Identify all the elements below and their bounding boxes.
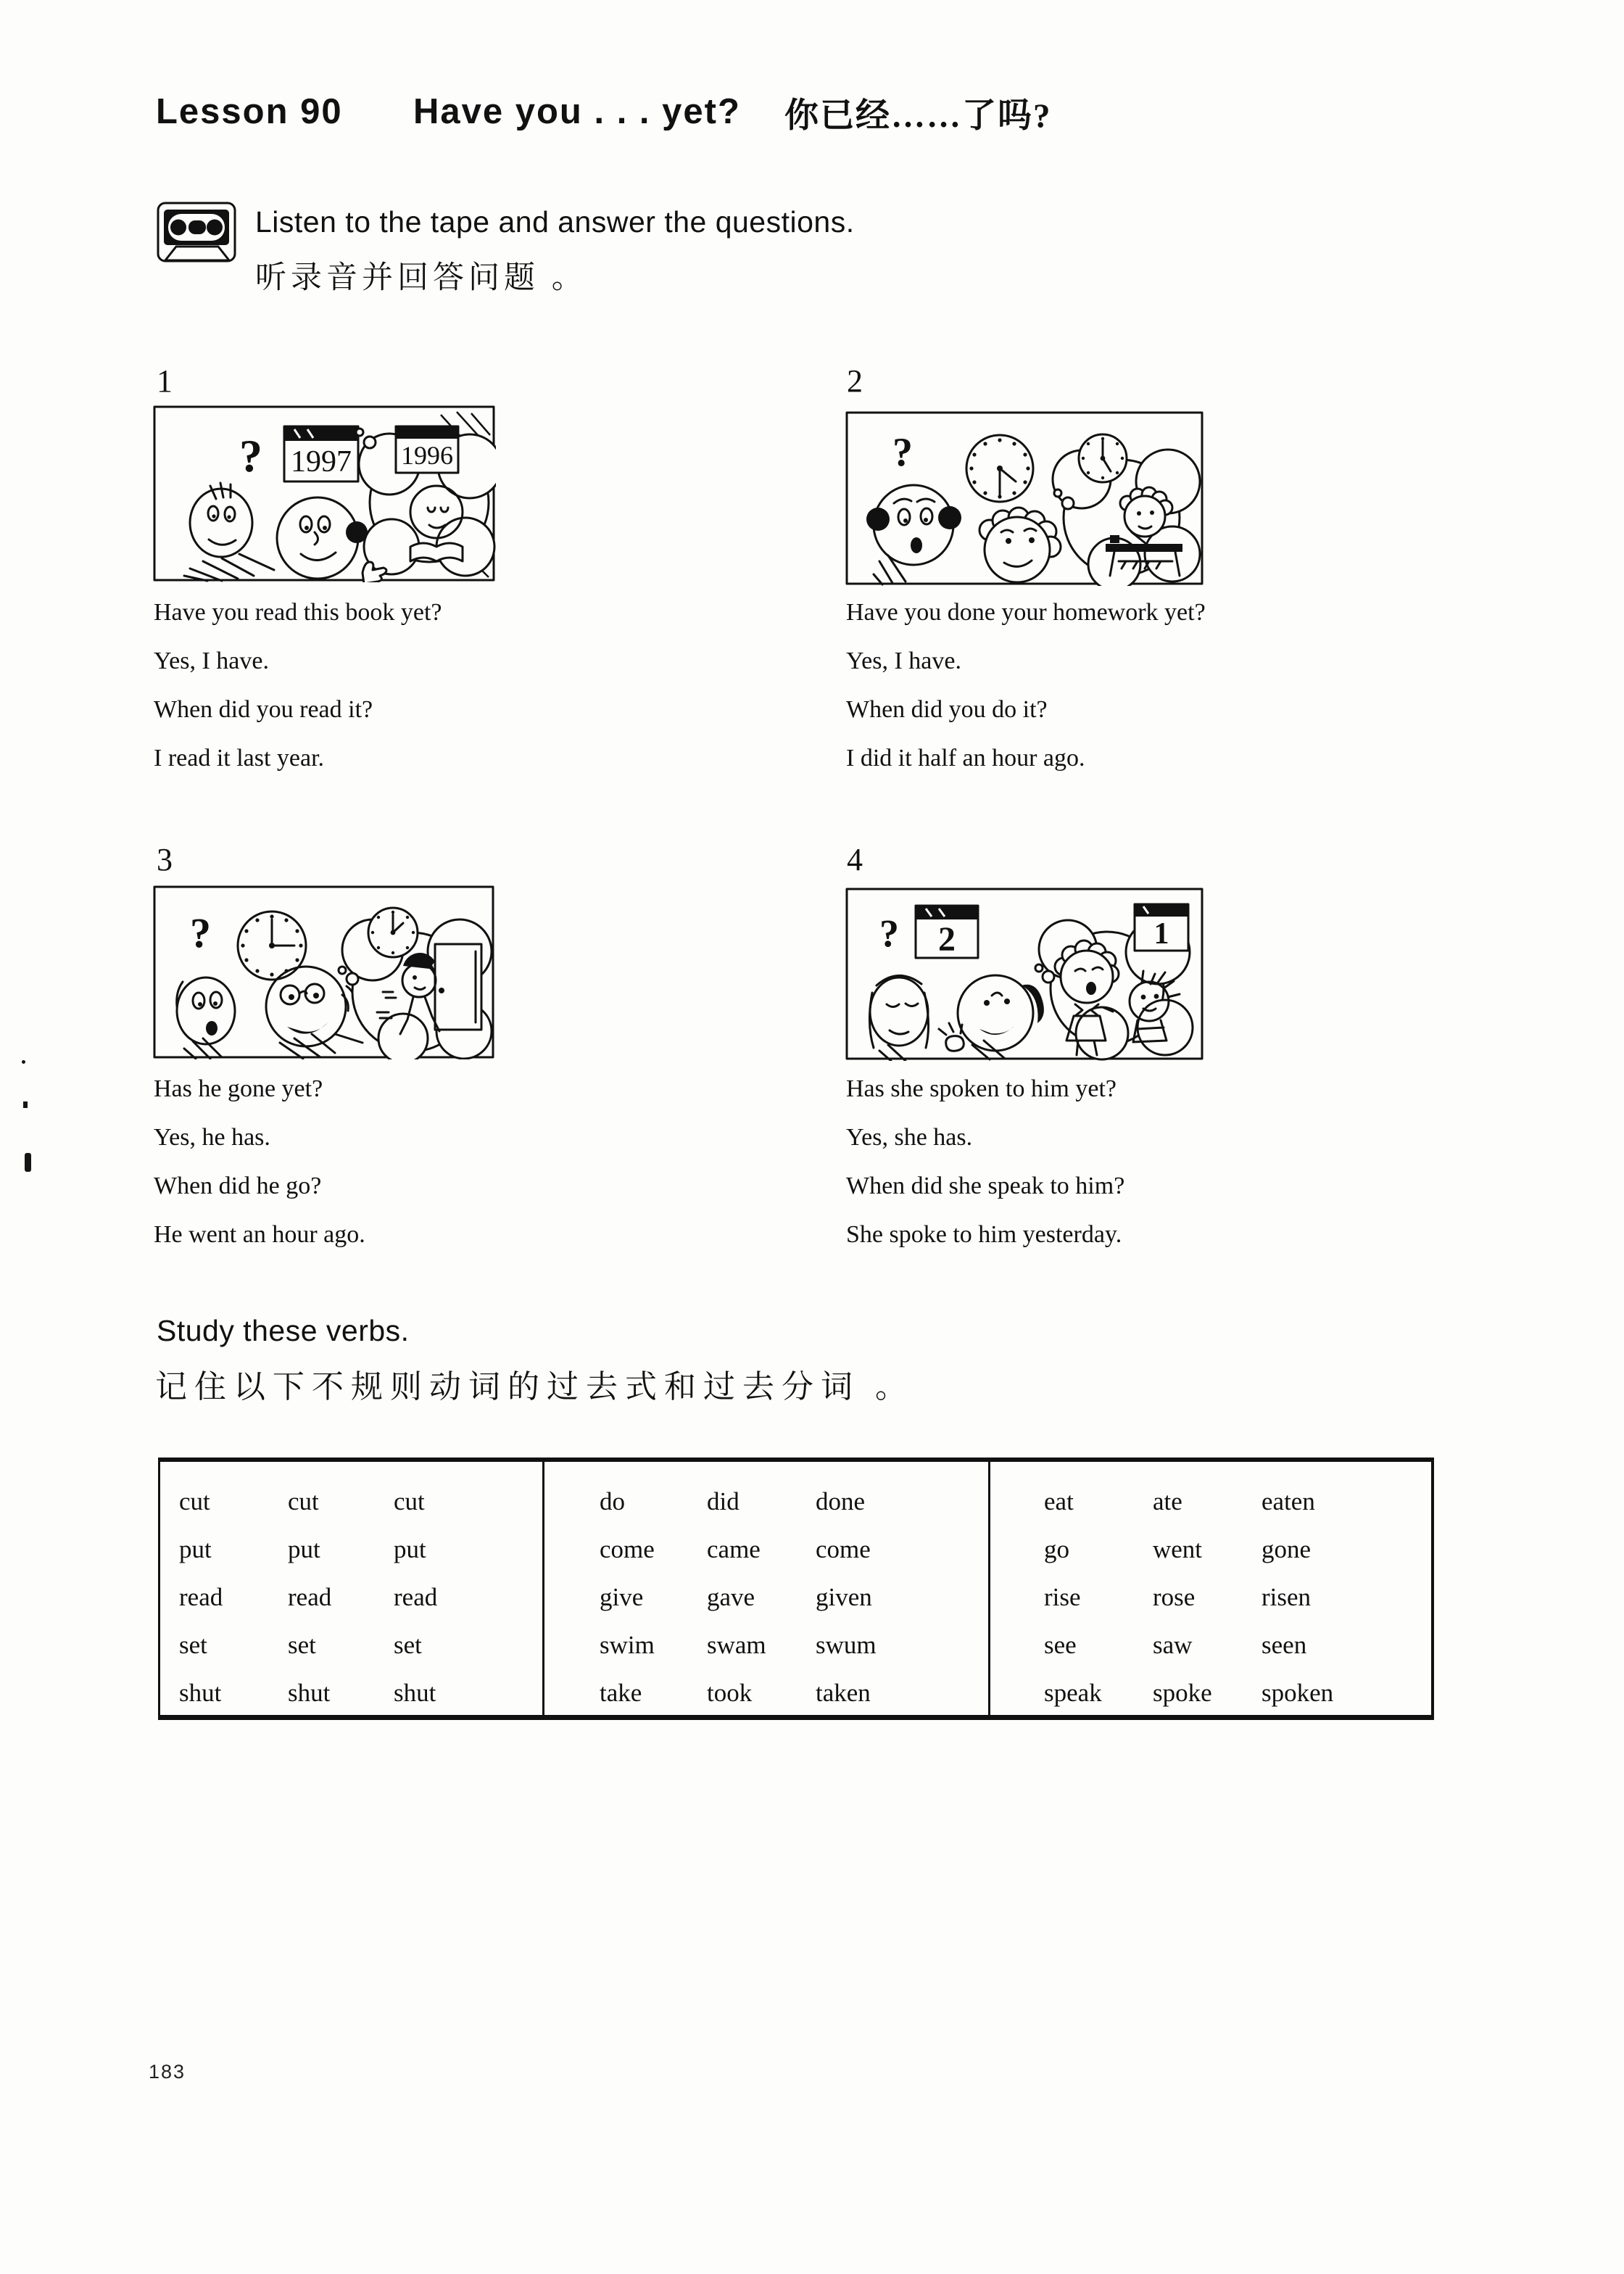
lesson-number: Lesson 90 <box>156 92 343 131</box>
verb-cell: swam <box>707 1631 766 1659</box>
verb-cell: read <box>394 1583 438 1611</box>
verb-cell: do <box>600 1487 625 1516</box>
verb-cell: rose <box>1153 1583 1196 1611</box>
verb-cell: set <box>394 1631 422 1659</box>
girl-figure <box>979 508 1061 582</box>
page-title: Have you . . . yet? <box>413 92 741 131</box>
dialogue-line: Yes, I have. <box>154 648 269 674</box>
dialogue-line: When did you read it? <box>154 696 373 723</box>
verb-cell: come <box>600 1535 655 1563</box>
dialogue-line: Has he gone yet? <box>154 1075 323 1102</box>
verb-table-column <box>988 1462 1431 1717</box>
verb-table-column <box>542 1462 988 1717</box>
dialogue-line: I did it half an hour ago. <box>846 745 1085 772</box>
svg-text:1997: 1997 <box>291 445 352 479</box>
study-heading-chinese: 记住以下不规则动词的过去式和过去分词 。 <box>155 1369 914 1405</box>
verb-cell: came <box>707 1535 761 1563</box>
table-row <box>160 1574 542 1621</box>
verb-cell: gave <box>707 1583 755 1611</box>
verb-table-column <box>160 1462 542 1717</box>
scan-speck <box>23 1101 28 1108</box>
verb-cell: read <box>288 1583 332 1611</box>
verb-cell: rise <box>1044 1583 1081 1611</box>
dialogue-line: Yes, she has. <box>846 1124 973 1151</box>
verb-cell: go <box>1044 1535 1069 1563</box>
dialogue-line: I read it last year. <box>154 745 325 772</box>
thought-clock-icon <box>368 908 418 957</box>
exercise-4-dialogue <box>846 1064 1124 1259</box>
dialogue-line: Yes, he has. <box>154 1124 270 1151</box>
calendar-1996-icon <box>396 426 458 473</box>
table-row <box>990 1669 1431 1717</box>
dialogue-line: Has she spoken to him yet? <box>846 1075 1116 1102</box>
exercise-3-dialogue <box>154 1064 365 1259</box>
table-row <box>544 1621 988 1669</box>
verb-cell: saw <box>1153 1631 1193 1659</box>
verb-cell: speak <box>1044 1679 1102 1707</box>
man-figure <box>939 975 1044 1059</box>
exercise-2-dialogue <box>846 588 1206 782</box>
thought-clock-icon <box>1079 434 1127 482</box>
calendar-1997-icon <box>284 426 358 481</box>
dialogue-line: When did she speak to him? <box>846 1173 1125 1199</box>
dialogue-line: Have you read this book yet? <box>154 599 442 626</box>
exercise-1-number: 1 <box>157 363 173 399</box>
calendar-1-icon <box>1135 904 1188 951</box>
exercise-3-number: 3 <box>157 842 173 877</box>
svg-text:1: 1 <box>1153 917 1169 951</box>
verb-cell: spoken <box>1262 1679 1334 1707</box>
verb-cell: swim <box>600 1631 655 1659</box>
svg-text:1996: 1996 <box>401 441 453 470</box>
verb-cell: cut <box>394 1487 425 1516</box>
table-row <box>544 1478 988 1526</box>
verb-cell: ate <box>1153 1487 1182 1516</box>
verb-cell: set <box>179 1631 207 1659</box>
verb-cell: swum <box>816 1631 877 1659</box>
exercise-2-illustration <box>845 410 1204 586</box>
instruction-text-chinese: 听录音并回答问题 。 <box>255 261 587 295</box>
exercise-1-dialogue <box>154 588 442 782</box>
verb-cell: risen <box>1262 1583 1312 1611</box>
question-mark-icon: ? <box>239 430 262 481</box>
verb-cell: spoke <box>1153 1679 1212 1707</box>
verb-cell: did <box>707 1487 740 1516</box>
dialogue-line: He went an hour ago. <box>154 1221 365 1248</box>
question-mark-icon: ? <box>190 909 211 956</box>
verb-cell: shut <box>179 1679 222 1707</box>
table-row <box>990 1526 1431 1574</box>
question-mark-icon: ? <box>892 430 913 475</box>
verb-cell: gone <box>1262 1535 1312 1563</box>
question-mark-icon: ? <box>879 911 899 955</box>
page-title-chinese: 你已经……了吗? <box>784 97 1052 135</box>
table-row <box>544 1574 988 1621</box>
woman-figure <box>869 975 928 1061</box>
dialogue-line: She spoke to him yesterday. <box>846 1221 1122 1248</box>
calendar-2-icon <box>916 906 978 959</box>
verb-cell: put <box>179 1535 212 1563</box>
verb-cell: put <box>394 1535 426 1563</box>
exercise-4-number: 4 <box>847 842 863 877</box>
verb-cell: put <box>288 1535 320 1563</box>
verb-cell: read <box>179 1583 223 1611</box>
verb-cell: give <box>600 1583 644 1611</box>
asking-man-figure <box>184 483 274 581</box>
table-row <box>160 1478 542 1526</box>
verb-cell: cut <box>288 1487 319 1516</box>
instruction-text: Listen to the tape and answer the questions. <box>255 205 855 239</box>
verb-cell: given <box>816 1583 872 1611</box>
table-row <box>544 1526 988 1574</box>
verb-table <box>158 1458 1434 1720</box>
page-number: 183 <box>149 2061 186 2083</box>
verb-cell: seen <box>1262 1631 1307 1659</box>
clock-icon <box>238 911 306 980</box>
table-row <box>990 1478 1431 1526</box>
asking-man-figure <box>866 485 961 584</box>
svg-text:2: 2 <box>938 920 956 959</box>
dialogue-line: Have you done your homework yet? <box>846 599 1206 626</box>
verb-cell: done <box>816 1487 866 1516</box>
verb-cell: shut <box>394 1679 436 1707</box>
verb-cell: come <box>816 1535 871 1563</box>
dialogue-line: Yes, I have. <box>846 648 961 674</box>
cassette-icon <box>154 200 241 270</box>
verb-cell: eat <box>1044 1487 1074 1516</box>
verb-cell: went <box>1153 1535 1203 1563</box>
table-row <box>990 1574 1431 1621</box>
verb-cell: cut <box>179 1487 210 1516</box>
table-row <box>160 1526 542 1574</box>
exercise-2-number: 2 <box>847 363 863 399</box>
exercise-4-illustration <box>845 887 1204 1061</box>
verb-cell: eaten <box>1262 1487 1315 1516</box>
verb-cell: took <box>707 1679 753 1707</box>
scan-speck <box>22 1060 25 1064</box>
exercise-1-illustration <box>152 405 496 582</box>
table-row <box>990 1621 1431 1669</box>
table-row <box>160 1621 542 1669</box>
dialogue-line: When did he go? <box>154 1173 322 1199</box>
table-row <box>544 1669 988 1717</box>
scan-speck <box>25 1153 31 1172</box>
verb-cell: take <box>600 1679 642 1707</box>
verb-cell: taken <box>816 1679 871 1707</box>
table-row <box>160 1669 542 1717</box>
verb-cell: set <box>288 1631 316 1659</box>
exercise-3-illustration <box>152 885 495 1059</box>
study-heading: Study these verbs. <box>157 1314 410 1347</box>
clock-icon <box>966 435 1033 502</box>
verb-cell: shut <box>288 1679 331 1707</box>
dialogue-line: When did you do it? <box>846 696 1048 723</box>
asking-man-figure <box>177 977 235 1059</box>
verb-cell: see <box>1044 1631 1077 1659</box>
